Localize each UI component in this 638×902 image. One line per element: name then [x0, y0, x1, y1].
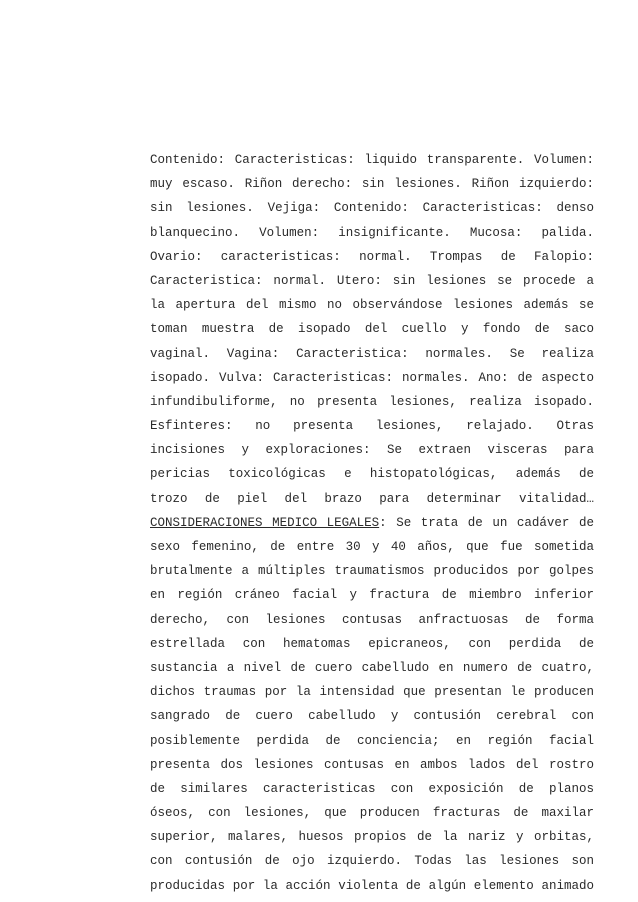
text-line-heading	[150, 511, 594, 535]
text-line: Contenido: Caracteristicas: liquido transparente. Volumen:	[150, 153, 594, 167]
text-line: incisiones y exploraciones: Se extraen visceras para	[150, 443, 594, 458]
section-heading: CONSIDERACIONES MEDICO LEGALES	[150, 515, 380, 530]
text-line: sin lesiones. Vejiga: Contenido: Caracteristicas: denso	[150, 201, 594, 216]
text-line: de similares caracteristicas con exposición de planos	[150, 781, 594, 796]
text-line: la apertura del mismo no observándose lesiones además se	[150, 298, 594, 313]
text-line: dichos traumas por la intensidad que presentan le producen	[150, 685, 594, 700]
text-line: óseos, con lesiones, que producen fracturas de maxilar	[150, 806, 594, 821]
text-line: toman muestra de isopado del cuello y fondo de saco	[150, 322, 594, 337]
text-line: en región cráneo facial y fractura de miembro inferior	[150, 588, 594, 603]
text-line: sexo femenino, de entre 30 y 40 años, que fue sometida	[150, 540, 594, 554]
text-line: muy escaso. Riñon derecho: sin lesiones. Riñon izquierdo:	[150, 177, 594, 192]
text-line: trozo de piel del brazo para determinar vitalidad…	[150, 491, 594, 506]
text-line: posiblemente perdida de conciencia; en región facial	[150, 733, 594, 748]
text-line: superior, malares, huesos propios de la nariz y orbitas,	[150, 830, 594, 845]
text-line: estrellada con hematomas epicraneos, con perdida de	[150, 636, 594, 651]
text-line: Esfinteres: no presenta lesiones, relajado. Otras	[150, 419, 594, 434]
text-line: blanquecino. Volumen: insignificante. Mucosa: palida.	[150, 225, 594, 240]
text-line: derecho, con lesiones contusas anfractuosas de forma	[150, 612, 594, 627]
text-line: Ovario: caracteristicas: normal. Trompas de Falopio:	[150, 249, 594, 264]
text-line: con contusión de ojo izquierdo. Todas las lesiones son	[150, 854, 594, 869]
text-line: vaginal. Vagina: Caracteristica: normales. Se realiza	[150, 346, 594, 361]
body-text	[150, 148, 594, 898]
heading-continuation: : Se trata de un cadáver de	[379, 515, 594, 530]
text-line: presenta dos lesiones contusas en ambos lados del rostro	[150, 757, 594, 772]
text-line: Caracteristica: normal. Utero: sin lesiones se procede a	[150, 273, 594, 288]
text-line: sangrado de cuero cabelludo y contusión cerebral con	[150, 709, 594, 724]
text-line: infundibuliforme, no presenta lesiones, realiza isopado.	[150, 394, 594, 409]
text-line: isopado. Vulva: Caracteristicas: normales. Ano: de aspecto	[150, 370, 594, 385]
text-line: brutalmente a múltiples traumatismos producidos por golpes	[150, 564, 594, 579]
text-line: pericias toxicológicas e histopatológicas, además de	[150, 467, 594, 482]
text-line: producidas por la acción violenta de algún elemento animado	[150, 878, 594, 893]
text-line: sustancia a nivel de cuero cabelludo en numero de cuatro,	[150, 660, 594, 675]
